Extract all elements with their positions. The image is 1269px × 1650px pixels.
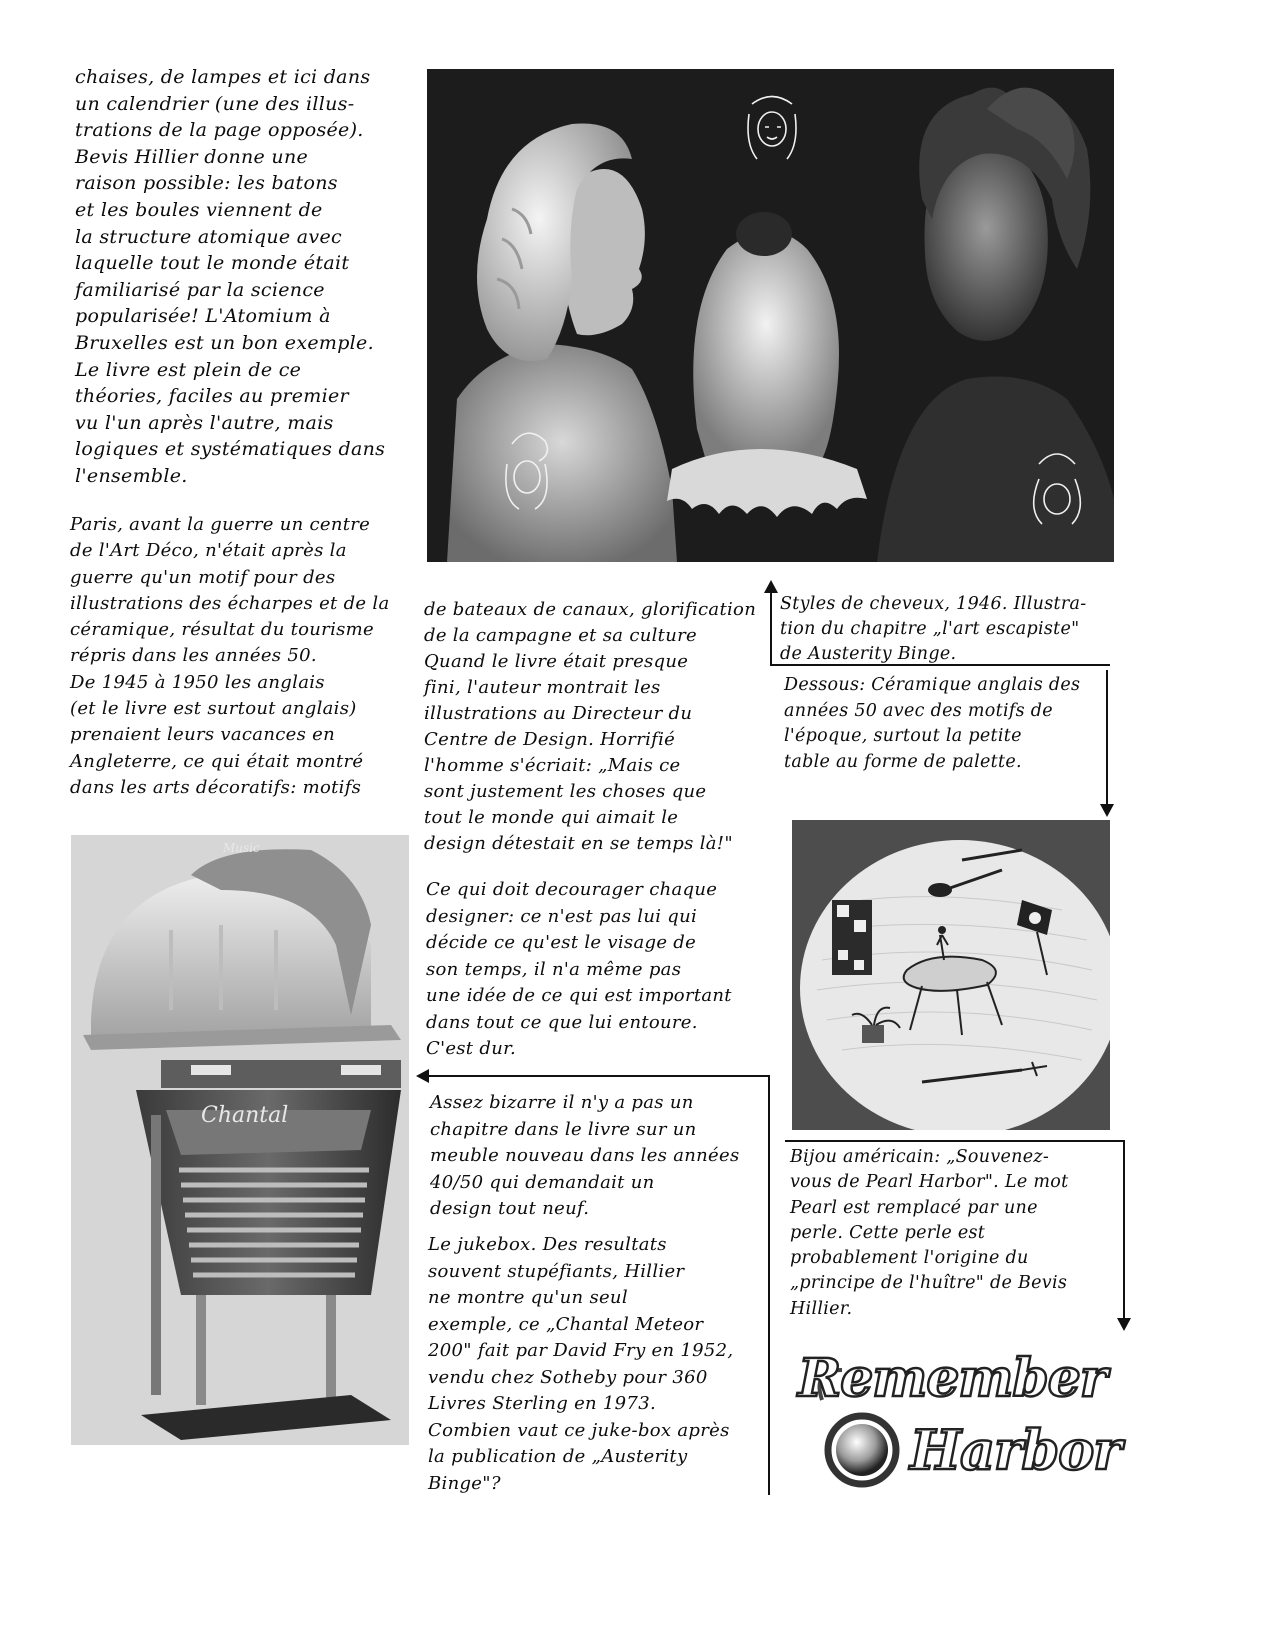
caption-hairstyles: Styles de cheveux, 1946. Illustra- tion du chapitre „l'art escapiste" de Austerity Binge. bbox=[780, 594, 1087, 664]
arrow-down-line-1 bbox=[1106, 670, 1108, 805]
jukebox-top-label: Music bbox=[223, 841, 260, 855]
caption-box-top bbox=[770, 590, 772, 665]
caption3-box-top bbox=[785, 1140, 1125, 1142]
caption-brooch: Bijou américain: „Souvenez- vous de Pearl Harbor". Le mot Pearl est remplacé par une perle. Cette perle est probablement l'origine du „principe de l'huître" de Bevis Hillier. bbox=[790, 1147, 1069, 1319]
remember-harbor-brooch bbox=[792, 1340, 1134, 1510]
caption-box-bottom bbox=[770, 664, 1110, 666]
brooch-word-harbor: Harbor bbox=[910, 1418, 1121, 1482]
col2-paragraph-3: Assez bizarre il n'y a pas un chapitre dans le livre sur un meuble nouveau dans les années 40/50 qui demandait un design tout neuf. bbox=[430, 1092, 740, 1219]
bracket-line-right bbox=[768, 1075, 770, 1495]
brooch-word-remember: Remember bbox=[798, 1348, 1107, 1409]
arrow-left-icon bbox=[416, 1069, 429, 1083]
col1-paragraph-1: chaises, de lampes et ici dans un calendrier (une des illus- trations de la page opposée). Bevis Hillier donne une raison possible: les batons et les boules viennent de la structure atomique avec laquelle tout le monde était familiarisé par la science popularisée! L'Atomium à Bruxelles est un bon exemple. Le livre est plein de ce théories, faciles au premier vu l'un après l'autre, mais logiques et systématiques dans l'ensemble. bbox=[75, 66, 386, 487]
arrow-down-icon-2 bbox=[1117, 1318, 1131, 1331]
ceramic-plate-photo bbox=[792, 820, 1110, 1130]
arrow-up-icon bbox=[764, 580, 778, 593]
hairstyles-photo bbox=[427, 69, 1114, 562]
col2-paragraph-1: de bateaux de canaux, glorification de la campagne et sa culture Quand le livre était presque fini, l'auteur montrait les illustrations au Directeur du Centre de Design. Horrifié l'homme s'écriait: „Mais ce sont justement les choses que tout le monde qui aimait le design détestait en se temps là!" bbox=[424, 599, 757, 854]
jukebox-script-label: Chantal bbox=[201, 1103, 289, 1128]
arrow-down-icon bbox=[1100, 804, 1114, 817]
col2-paragraph-4: Le jukebox. Des resultats souvent stupéfiants, Hillier ne montre qu'un seul exemple, ce „Chantal Meteor 200" fait par David Fry en 1952, vendu chez Sotheby pour 360 Livres Sterling en 1973. Combien vaut ce juke-box après la publication de „Austerity Binge"? bbox=[428, 1234, 734, 1494]
col2-paragraph-2: Ce qui doit decourager chaque designer: ce n'est pas lui qui décide ce qu'est le visage de son temps, il n'a même pas une idée de ce qui est important dans tout ce que lui entoure. C'est dur. bbox=[426, 879, 732, 1059]
arrow-down-line-2 bbox=[1123, 1140, 1125, 1320]
jukebox-photo bbox=[71, 835, 409, 1445]
caption-ceramic: Dessous: Céramique anglais des années 50 avec des motifs de l'époque, surtout la petite table au forme de palette. bbox=[784, 675, 1081, 772]
col1-paragraph-2: Paris, avant la guerre un centre de l'Art Déco, n'était après la guerre qu'un motif pour des illustrations des écharpes et de la céramique, résultat du tourisme répris dans les années 50. De 1945 à 1950 les anglais (et le livre est surtout anglais) prenaient leurs vacances en Angleterre, ce qui était montré dans les arts décoratifs: motifs bbox=[70, 514, 390, 798]
bracket-line-top bbox=[428, 1075, 770, 1077]
